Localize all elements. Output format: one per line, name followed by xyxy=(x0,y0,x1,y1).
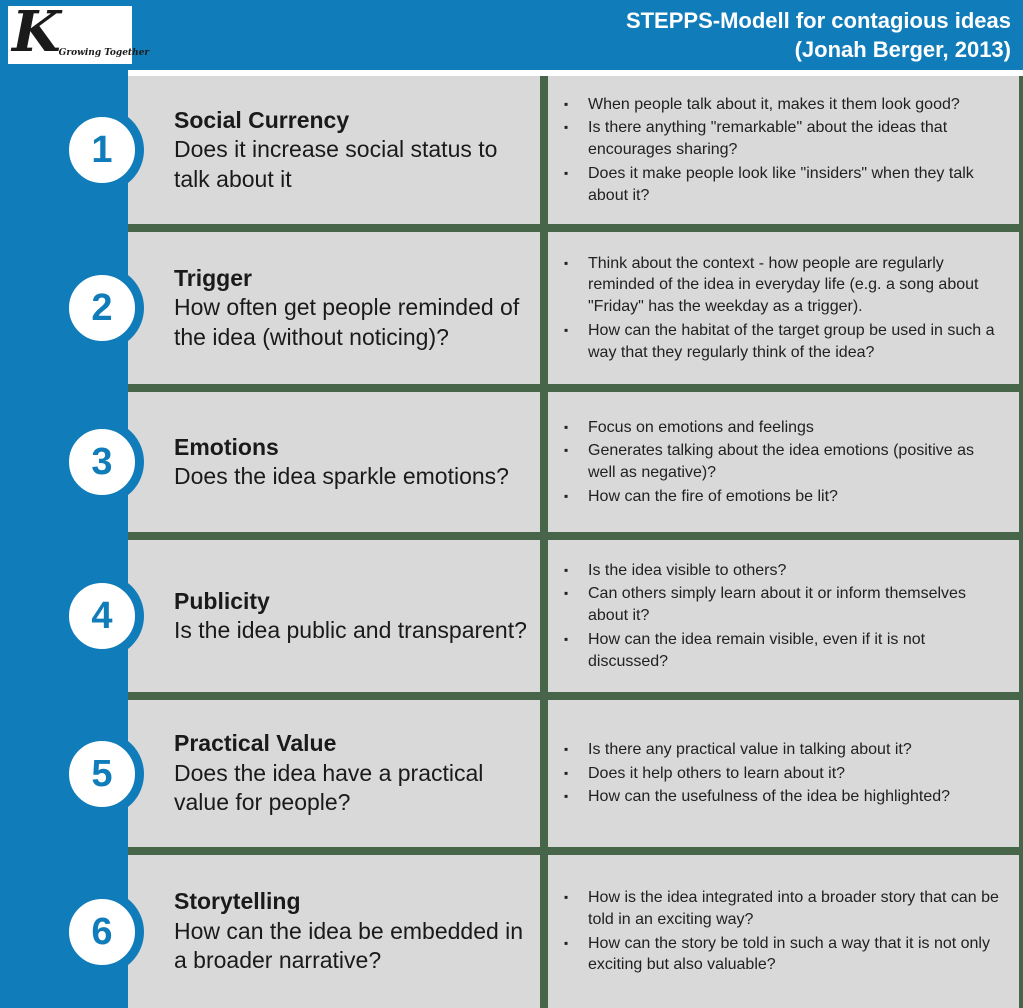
row-question: Does the idea sparkle emotions? xyxy=(174,463,509,489)
column-divider xyxy=(540,76,548,224)
row-label-cell xyxy=(128,76,540,224)
bullet-item: ▪ Think about the context - how people are regularly reminded of the idea in everyday life (e.g. a song about "Friday" has the weekday as a trigger). xyxy=(560,253,1003,318)
row-question: Does the idea have a practical value for people? xyxy=(174,759,484,816)
bullet-item: ▪ How can the story be told in such a way that it is not only exciting but also valuable? xyxy=(560,933,1003,977)
bullet-item: ▪ Is there anything "remarkable" about the ideas that encourages sharing? xyxy=(560,117,1003,161)
row-title: Emotions xyxy=(174,433,279,460)
row-separator xyxy=(128,224,1023,232)
row-title: Practical Value xyxy=(174,730,337,757)
page-title-line1: STEPPS-Modell for contagious ideas xyxy=(625,7,1011,33)
row-social-currency xyxy=(91,76,1023,224)
left-blue-band xyxy=(0,70,128,1008)
column-divider xyxy=(540,232,548,384)
bullet-list xyxy=(560,885,1003,978)
bullet-item: ▪ Can others simply learn about it or inform themselves about it? xyxy=(560,583,1003,627)
step-number: 5 xyxy=(91,752,113,795)
step-number-badge xyxy=(60,732,144,816)
bullet-item: ▪ How is the idea integrated into a broader story that can be told in an exciting way? xyxy=(560,887,1003,931)
content-area xyxy=(0,70,1023,1008)
row-separator xyxy=(128,847,1023,855)
step-number: 2 xyxy=(91,287,113,329)
logo-tagline: Growing Together xyxy=(58,48,150,58)
row-trigger xyxy=(91,232,1023,384)
row-question: Is the idea public and transparent? xyxy=(174,617,527,643)
step-number: 6 xyxy=(91,910,113,953)
step-number: 1 xyxy=(91,129,113,171)
column-divider xyxy=(540,855,548,1008)
page-title-line2: (Jonah Berger, 2013) xyxy=(794,37,1011,62)
row-title: Publicity xyxy=(174,587,270,614)
bullet-item: ▪ When people talk about it, makes it them look good? xyxy=(560,94,1003,116)
row-title: Social Currency xyxy=(174,106,350,133)
row-details-cell xyxy=(548,700,1019,847)
step-number: 3 xyxy=(91,441,113,483)
row-question: How often get people reminded of the idea (without noticing)? xyxy=(174,294,520,350)
step-number: 4 xyxy=(91,595,113,637)
bullet-item: ▪ How can the habitat of the target group be used in such a way that they regularly think of the idea? xyxy=(560,320,1003,364)
row-label-cell xyxy=(128,700,540,847)
row-label-cell xyxy=(128,232,540,384)
row-label-cell xyxy=(128,855,540,1008)
row-emotions xyxy=(91,392,1023,532)
bullet-item: ▪ How can the usefulness of the idea be highlighted? xyxy=(560,786,1003,808)
row-label-cell xyxy=(128,392,540,532)
row-details-cell xyxy=(548,392,1019,532)
step-number-badge xyxy=(60,266,144,350)
page-title xyxy=(626,6,1023,64)
bullet-list xyxy=(560,415,1003,510)
bullet-item: ▪ How can the fire of emotions be lit? xyxy=(560,486,1003,508)
logo-k-letter: K xyxy=(12,0,59,65)
row-details-cell xyxy=(548,540,1019,692)
column-divider xyxy=(540,700,548,847)
bullet-list xyxy=(560,251,1003,366)
step-number-badge xyxy=(60,108,144,192)
row-details-cell xyxy=(548,76,1019,224)
bullet-item: ▪ Does it help others to learn about it? xyxy=(560,763,1003,785)
row-details-cell xyxy=(548,855,1019,1008)
company-logo xyxy=(8,0,150,65)
row-storytelling xyxy=(91,855,1023,1008)
row-practical-value xyxy=(91,700,1023,847)
row-separator xyxy=(128,532,1023,540)
row-publicity xyxy=(91,540,1023,692)
row-question: Does it increase social status to talk about it xyxy=(174,136,498,192)
row-separator xyxy=(128,384,1023,392)
header-bar xyxy=(0,0,1023,70)
step-number-badge xyxy=(60,890,144,974)
rows-container xyxy=(91,70,1023,1008)
step-number-badge xyxy=(60,420,144,504)
bullet-list xyxy=(560,92,1003,209)
bullet-item: ▪ Focus on emotions and feelings xyxy=(560,417,1003,439)
bullet-item: ▪ Generates talking about the idea emotions (positive as well as negative)? xyxy=(560,440,1003,484)
row-title: Storytelling xyxy=(174,888,301,915)
bullet-list xyxy=(560,558,1003,675)
bullet-item: ▪ Is there any practical value in talking about it? xyxy=(560,739,1003,761)
bullet-list xyxy=(560,737,1003,810)
row-separator xyxy=(128,692,1023,700)
row-title: Trigger xyxy=(174,264,252,291)
column-divider xyxy=(540,540,548,692)
column-divider xyxy=(540,392,548,532)
row-label-cell xyxy=(128,540,540,692)
step-number-badge xyxy=(60,574,144,658)
bullet-item: ▪ Does it make people look like "insiders" when they talk about it? xyxy=(560,163,1003,207)
bullet-item: ▪ Is the idea visible to others? xyxy=(560,560,1003,582)
row-details-cell xyxy=(548,232,1019,384)
bullet-item: ▪ How can the idea remain visible, even if it is not discussed? xyxy=(560,629,1003,673)
row-question: How can the idea be embedded in a broader narrative? xyxy=(174,917,524,974)
